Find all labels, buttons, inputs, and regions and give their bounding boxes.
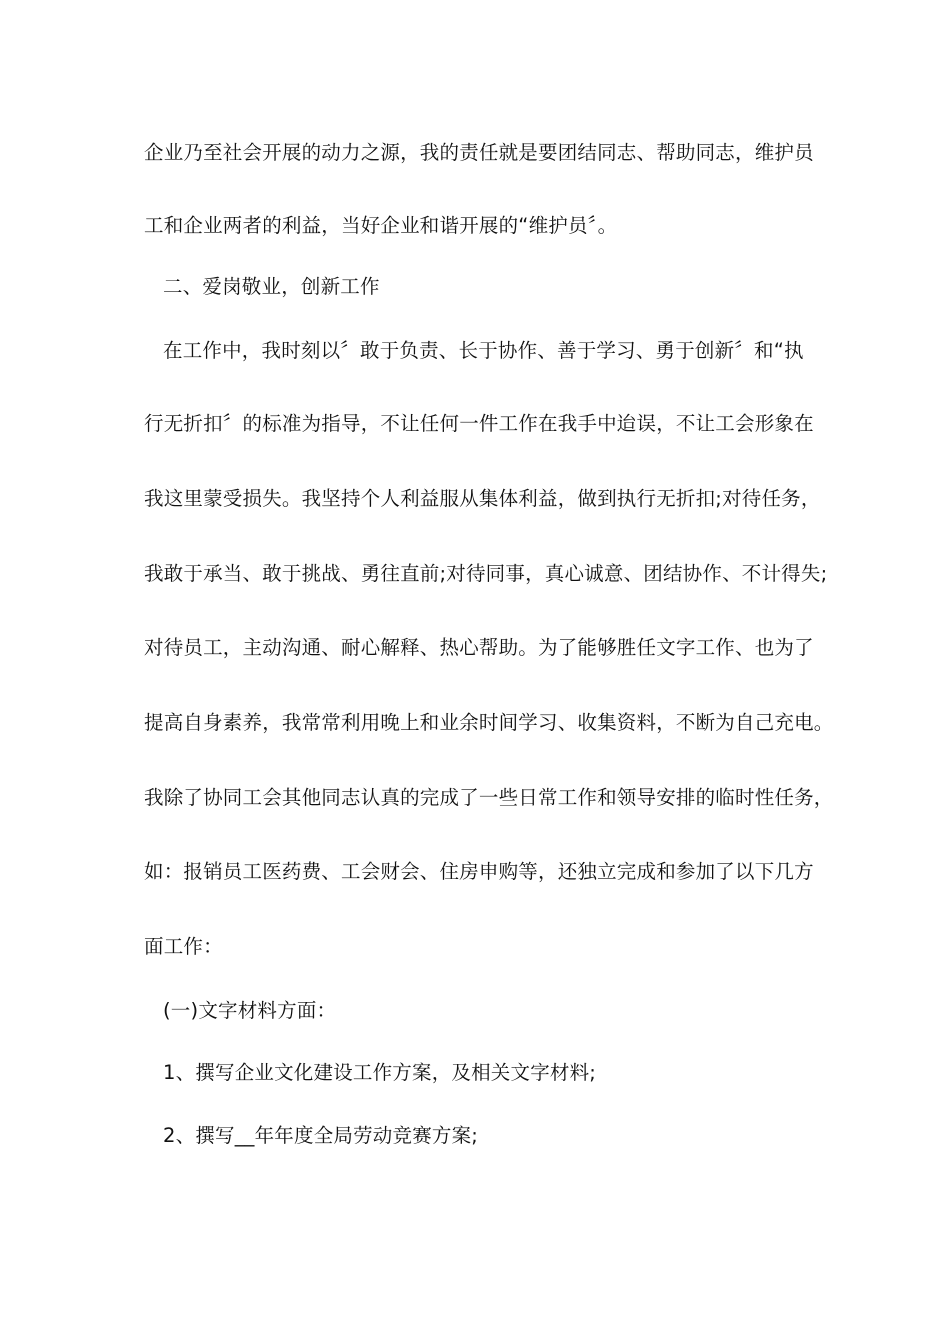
paragraph-line-7: 对待员工，主动沟通、耐心解释、热心帮助。为了能够胜任文字工作、也为了 xyxy=(144,636,814,659)
paragraph-line-3: 在工作中，我时刻以〞敢于负责、长于协作、善于学习、勇于创新〞和“执 xyxy=(163,339,804,362)
paragraph-line-11: 面工作： xyxy=(144,935,223,958)
paragraph-line-1: 企业乃至社会开展的动力之源，我的责任就是要团结同志、帮助同志，维护员 xyxy=(144,141,814,164)
section-heading: 二、爱岗敬业，创新工作 xyxy=(163,275,380,298)
paragraph-line-9: 我除了协同工会其他同志认真的完成了一些日常工作和领导安排的临时性任务， xyxy=(144,786,834,809)
paragraph-line-8: 提高自身素养，我常常利用晚上和业余时间学习、收集资料，不断为自己充电。 xyxy=(144,711,834,734)
list-item-2: 2、撰写__年年度全局劳动竞赛方案; xyxy=(163,1124,479,1147)
list-item-1: 1、撰写企业文化建设工作方案，及相关文字材料; xyxy=(163,1061,597,1084)
paragraph-line-6: 我敢于承当、敢于挑战、勇往直前;对待同事，真心诚意、团结协作、不计得失; xyxy=(144,562,828,585)
paragraph-line-5: 我这里蒙受损失。我坚持个人利益服从集体利益，做到执行无折扣;对待任务， xyxy=(144,487,821,510)
paragraph-line-2: 工和企业两者的利益，当好企业和谐开展的“维护员〞。 xyxy=(144,214,618,237)
paragraph-line-10: 如：报销员工医药费、工会财会、住房申购等，还独立完成和参加了以下几方 xyxy=(144,860,814,883)
paragraph-line-4: 行无折扣〞的标准为指导，不让任何一件工作在我手中迨误，不让工会形象在 xyxy=(144,412,814,435)
subsection-heading: (一)文字材料方面： xyxy=(163,999,337,1022)
